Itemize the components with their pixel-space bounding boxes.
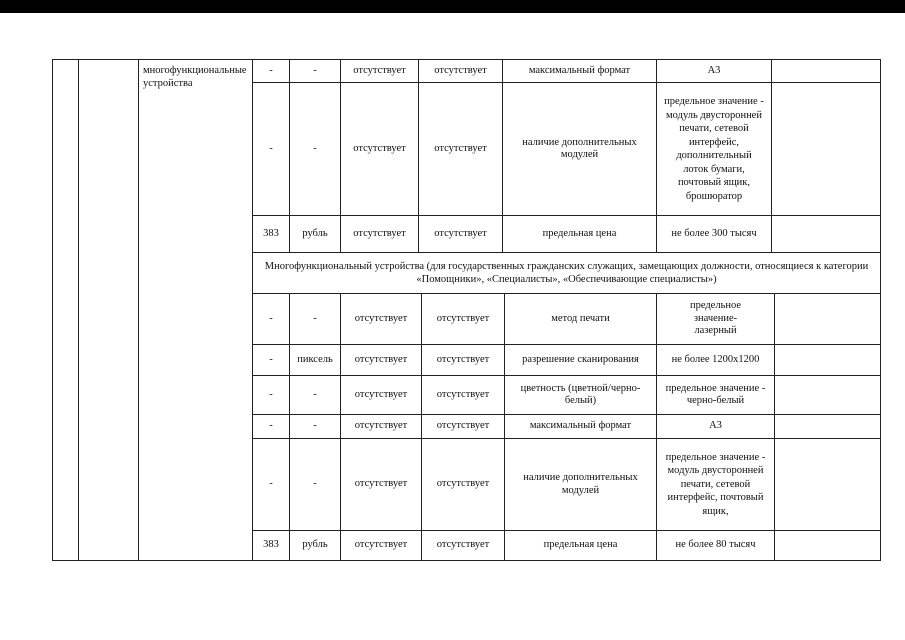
characteristic-cell: разрешение сканирования [522, 353, 639, 365]
status-cell: отсутствует [436, 353, 490, 365]
unit-cell: - [313, 420, 317, 432]
code-cell: 383 [263, 227, 279, 239]
status-cell: отсутствует [354, 353, 408, 365]
code-cell: - [269, 388, 273, 400]
col-rule [52, 59, 53, 561]
status-cell: отсутствует [436, 478, 490, 490]
value-cell: предельное значение - черно-белый [665, 382, 766, 406]
characteristic-cell: максимальный формат [528, 64, 631, 76]
characteristic-cell: наличие дополнительных модулей [522, 136, 637, 160]
unit-cell: - [313, 64, 317, 76]
code-cell: - [269, 478, 273, 490]
status-cell: отсутствует [434, 142, 487, 154]
col-rule [78, 59, 79, 561]
value-cell: А3 [709, 420, 722, 432]
category-label: многофункциональные устройства [143, 65, 247, 89]
unit-cell: - [313, 388, 317, 400]
status-cell: отсутствует [353, 142, 406, 154]
status-cell: отсутствует [353, 227, 406, 239]
characteristic-cell: наличие дополнительных модулей [523, 472, 638, 496]
characteristic-cell: максимальный формат [529, 420, 632, 432]
unit-cell: - [313, 142, 317, 154]
code-cell: - [269, 312, 273, 324]
value-cell: предельное значение - модуль двусторонней печати, сетевой интерфейс, почтовый ящик, [665, 451, 766, 517]
status-cell: отсутствует [354, 539, 408, 551]
table-bottom-rule [52, 560, 880, 561]
code-cell: - [269, 142, 273, 154]
code-cell: - [269, 420, 273, 432]
status-cell: отсутствует [354, 312, 408, 324]
characteristic-cell: метод печати [551, 312, 610, 324]
value-cell: не более 1200x1200 [671, 353, 760, 365]
status-cell: отсутствует [353, 64, 406, 76]
col-rule [771, 59, 772, 252]
col-rule [880, 59, 881, 561]
value-cell: предельное значение - модуль двусторонней печати, сетевой интерфейс, дополнительный лоток бумаги, почтовый ящик, брошюратор [664, 96, 764, 202]
status-cell: отсутствует [354, 478, 408, 490]
value-cell: А3 [707, 64, 721, 76]
value-cell: не более 80 тысяч [675, 539, 756, 551]
characteristic-cell: цветность (цветной/черно-белый) [520, 382, 641, 406]
unit-cell: - [313, 312, 317, 324]
value-cell: не более 300 тысяч [671, 227, 757, 239]
unit-cell: рубль [302, 227, 328, 239]
status-cell: отсутствует [436, 388, 490, 400]
status-cell: отсутствует [354, 388, 408, 400]
characteristic-cell: предельная цена [543, 539, 618, 551]
unit-cell: - [313, 478, 317, 490]
unit-cell: пиксель [297, 353, 333, 365]
section-heading: Многофункциональный устройства (для государственных гражданских служащих, замещающих должности, относящиеся к категории «Помощники», «Специалисты», «Обеспечивающие специалисты») [264, 261, 869, 285]
code-cell: - [269, 353, 273, 365]
characteristic-cell: предельная цена [542, 227, 617, 239]
status-cell: отсутствует [434, 227, 487, 239]
status-cell: отсутствует [436, 312, 490, 324]
col-rule [774, 293, 775, 561]
value-cell: предельное значение-лазерный [689, 300, 742, 337]
status-cell: отсутствует [436, 420, 490, 432]
code-cell: 383 [263, 539, 279, 551]
status-cell: отсутствует [436, 539, 490, 551]
status-cell: отсутствует [354, 420, 408, 432]
code-cell: - [269, 64, 273, 76]
col-rule [138, 59, 139, 561]
unit-cell: рубль [302, 539, 328, 551]
status-cell: отсутствует [434, 64, 487, 76]
